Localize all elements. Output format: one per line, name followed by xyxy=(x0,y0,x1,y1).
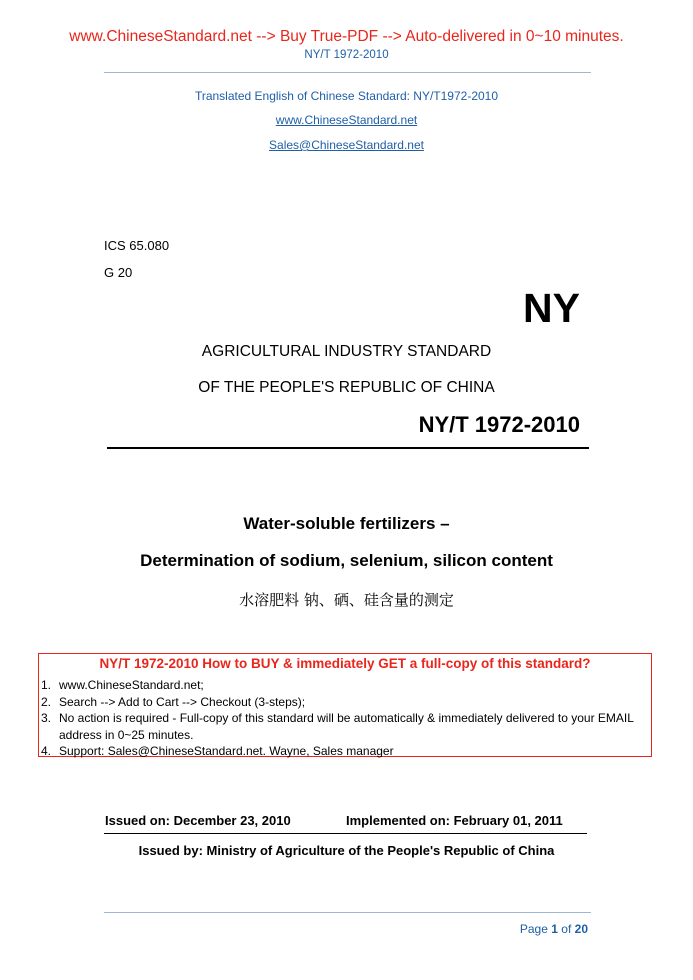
page-number xyxy=(520,922,588,936)
buy-instructions-list xyxy=(41,677,649,760)
list-item xyxy=(41,743,649,760)
issuing-authority: Issued by: Ministry of Agriculture of the People's Republic of China xyxy=(138,843,555,858)
list-item-number: 2. xyxy=(41,694,52,709)
list-item-number: 4. xyxy=(41,744,52,758)
standard-category-line1: AGRICULTURAL INDUSTRY STANDARD xyxy=(201,343,492,360)
translated-note: Translated English of Chinese Standard: NY/T1972-2010 xyxy=(194,89,499,103)
standard-category-line2: OF THE PEOPLE'S REPUBLIC OF CHINA xyxy=(198,379,495,396)
list-item-text: No action is required - Full-copy of this standard will be automatically & immediately delivered to your EMAIL address in 0~25 minutes. xyxy=(59,711,634,742)
issued-on-date: Issued on: December 23, 2010 xyxy=(105,813,291,828)
list-item xyxy=(41,677,649,694)
footer-divider xyxy=(104,912,591,913)
list-item-number: 3. xyxy=(41,711,52,725)
implemented-on-date: Implemented on: February 01, 2011 xyxy=(346,813,563,828)
list-item-text: Search --> Add to Cart --> Checkout (3-steps); xyxy=(59,694,306,709)
list-item xyxy=(41,694,649,711)
page-of: of xyxy=(561,922,572,936)
header-divider xyxy=(104,72,591,73)
title-divider xyxy=(107,447,589,449)
issue-divider xyxy=(104,833,587,834)
email-link[interactable]: Sales@ChineseStandard.net xyxy=(269,138,424,152)
page-total: 20 xyxy=(574,922,588,936)
page-prefix: Page xyxy=(519,922,548,936)
standard-mark: NY xyxy=(523,285,580,331)
list-item xyxy=(41,710,649,743)
standard-number: NY/T 1972-2010 xyxy=(418,412,580,437)
list-item-text[interactable]: www.ChineseStandard.net; xyxy=(59,678,204,692)
website-link[interactable]: www.ChineseStandard.net xyxy=(275,113,418,127)
document-title-line1: Water-soluble fertilizers – xyxy=(243,514,450,533)
document-title-chinese: 水溶肥料 钠、硒、硅含量的测定 xyxy=(239,591,454,609)
page-current: 1 xyxy=(551,922,558,936)
ics-code: ICS 65.080 xyxy=(104,238,170,253)
list-item-number: 1. xyxy=(41,678,52,692)
document-title-line2: Determination of sodium, selenium, silicon content xyxy=(140,551,553,570)
buy-instructions-box xyxy=(38,653,652,757)
buy-instructions-title: NY/T 1972-2010 How to BUY & immediately GET a full-copy of this standard? xyxy=(99,656,591,671)
g-code: G 20 xyxy=(104,265,133,280)
list-item-text: Support: Sales@ChineseStandard.net. Wayne, Sales manager xyxy=(59,744,394,758)
header-doc-code: NY/T 1972-2010 xyxy=(304,49,389,61)
promo-banner[interactable]: www.ChineseStandard.net --> Buy True-PDF --> Auto-delivered in 0~10 minutes. xyxy=(69,28,624,45)
